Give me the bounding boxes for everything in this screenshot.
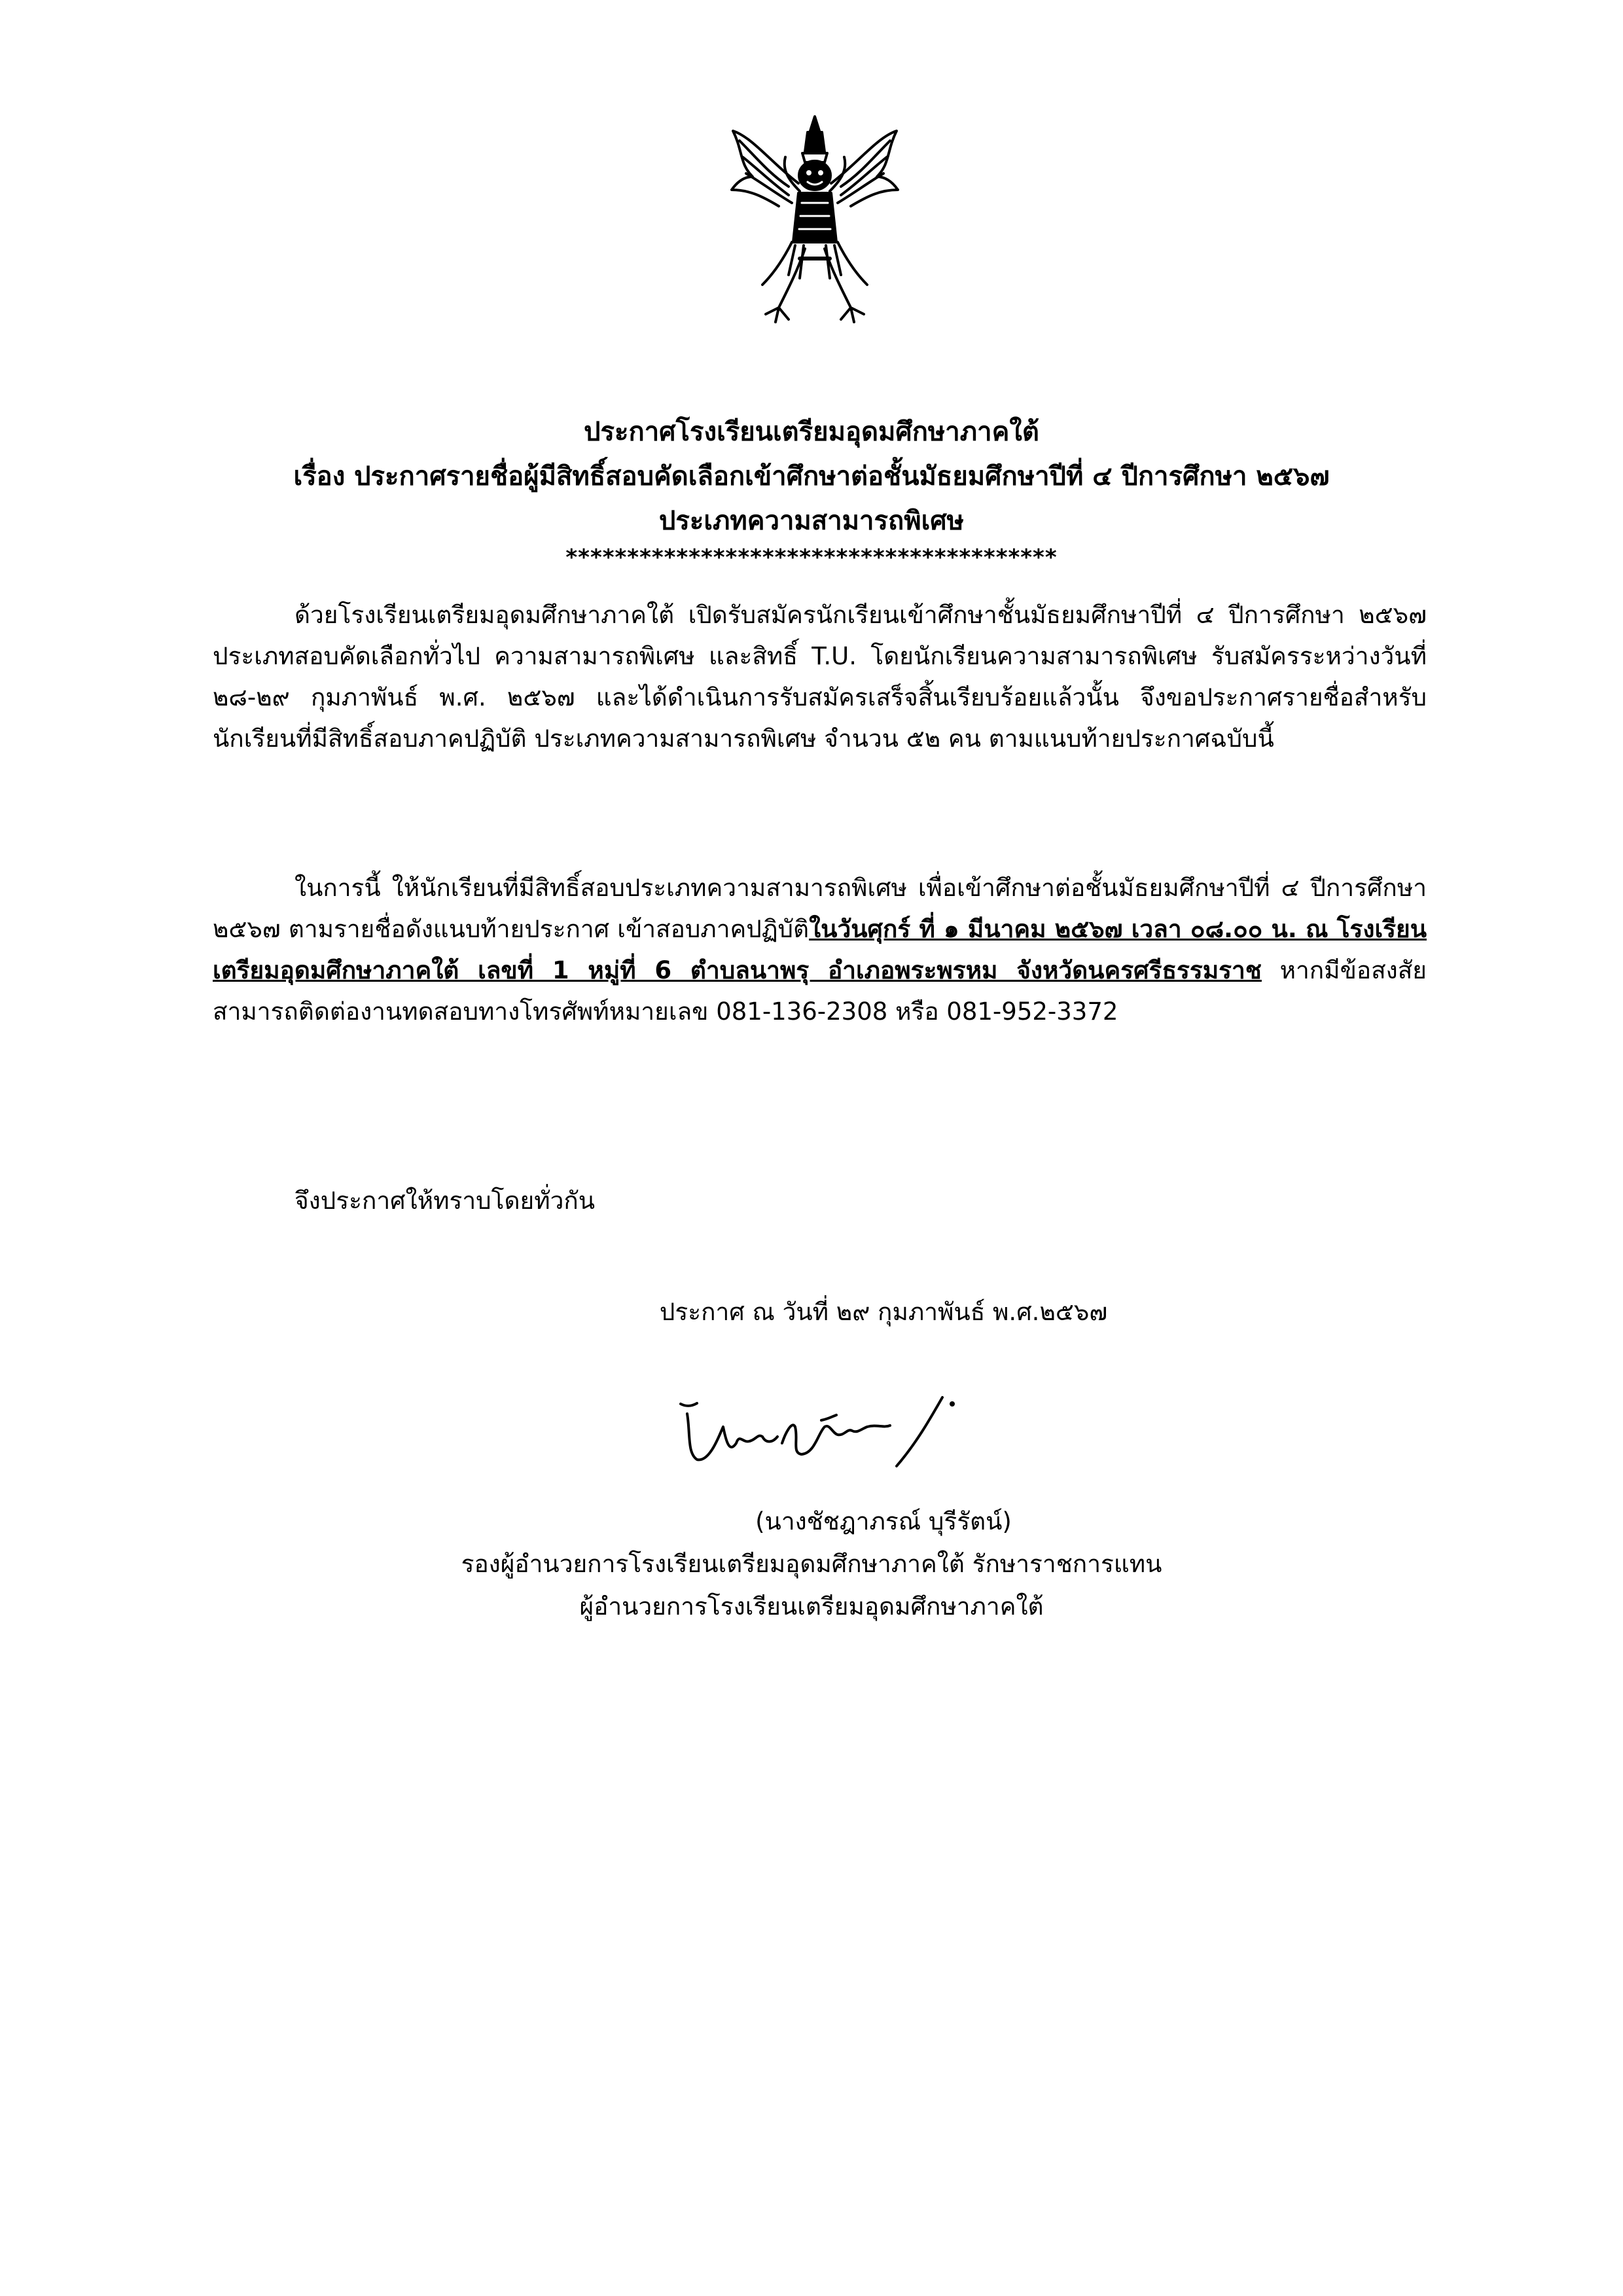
signatory-position-1: รองผู้อำนวยการโรงเรียนเตรียมอุดมศึกษาภาคใต้ รักษาราชการแทน [461,1550,1162,1578]
signatory-name: (นางชัชฎาภรณ์ บุรีรัตน์) [755,1507,1012,1535]
paragraph-1-text: ด้วยโรงเรียนเตรียมอุดมศึกษาภาคใต้ เปิดรับสมัครนักเรียนเข้าศึกษาชั้นมัธยมศึกษาปีที่ ๔ ปีการศึกษา ๒๕๖๗ ประเภทสอบคัดเลือกทั่วไป ความสามารถพิเศษ และสิทธิ์ T.U. โดยนักเรียนความสามารถพิเศษ รับสมัครระหว่างวันที่ ๒๘-๒๙ กุมภาพันธ์ พ.ศ. ๒๕๖๗ และได้ดำเนินการรับสมัครเสร็จสิ้นเรียบร้อยแล้วนั้น จึงขอประกาศรายชื่อสำหรับนักเรียนที่มีสิทธิ์สอบภาคปฏิบัติ ประเภทความสามารถพิเศษ จำนวน ๕๒ คน ตามแนบท้ายประกาศฉบับนี้ [213,601,1427,753]
contact-info-text: หากมีข้อสงสัยสามารถติดต่องานทดสอบทางโทรศัพท์หมายเลข 081-136-2308 หรือ 081-952-3372 [213,956,1427,1026]
body-paragraph-1 [213,594,1427,759]
announcement-subject: เรื่อง ประกาศรายชื่อผู้มีสิทธิ์สอบคัดเลือกเข้าศึกษาต่อชั้นมัธยมศึกษาปีที่ ๔ ปีการศึกษา ๒๕๖๗ [293,461,1330,492]
announcement-date: ประกาศ ณ วันที่ ๒๙ กุมภาพันธ์ พ.ศ.๒๕๖๗ [659,1298,1108,1326]
announcement-category: ประเภทความสามารถพิเศษ [658,506,964,536]
closing-line: จึงประกาศให้ทราบโดยทั่วกัน [294,1187,596,1215]
paragraph-2-text: ในการนี้ ให้นักเรียนที่มีสิทธิ์สอบประเภทความสามารถพิเศษ เพื่อเข้าศึกษาต่อชั้นมัธยมศึกษาปีที่ ๔ ปีการศึกษา ๒๕๖๗ ตามรายชื่อดังแนบท้ายประกาศ เข้าสอบภาคปฏิบัติ [213,874,1427,943]
header-divider: **************************************** [565,545,1058,571]
announcement-title: ประกาศโรงเรียนเตรียมอุดมศึกษาภาคใต้ [584,417,1039,447]
garuda-emblem-icon [726,111,903,334]
exam-schedule-highlight: ในวันศุกร์ ที่ ๑ มีนาคม ๒๕๖๗ เวลา ๐๘.๐๐ น. ณ โรงเรียนเตรียมอุดมศึกษาภาคใต้ เลขที่ 1 หมู่ที่ 6 ตำบลนาพรุ อำเภอพระพรหม จังหวัดนครศรีธรรมราช [213,915,1427,984]
body-paragraph-2 [213,867,1427,1032]
handwritten-signature-icon [661,1381,975,1486]
signatory-position-2: ผู้อำนวยการโรงเรียนเตรียมอุดมศึกษาภาคใต้ [579,1592,1044,1621]
